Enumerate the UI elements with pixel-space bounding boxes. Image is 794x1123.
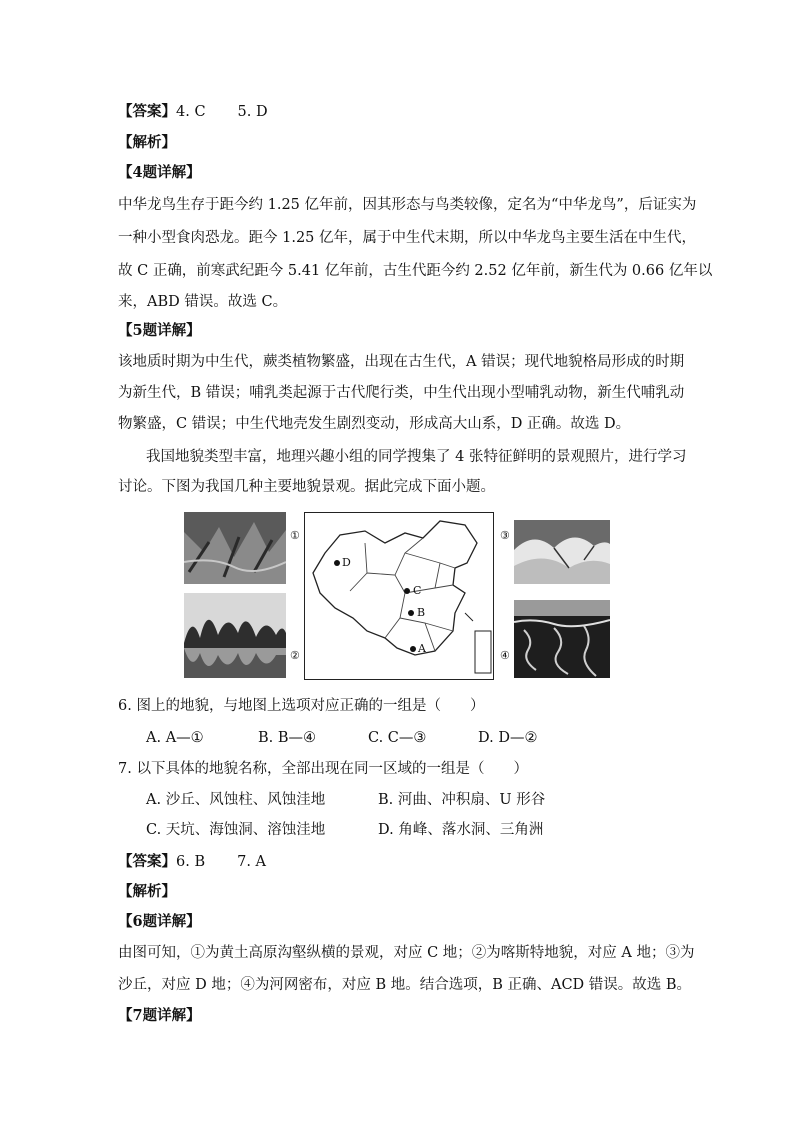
q6-stem: 6. 图上的地貌，与地图上选项对应正确的一组是（ ） bbox=[118, 698, 485, 714]
answer-4: 4. C bbox=[176, 104, 206, 120]
q4-heading: 【4题详解】 bbox=[118, 164, 201, 181]
q4-line: 来，ABD 错误。故选 C。 bbox=[118, 294, 288, 310]
answer-label: 【答案】 bbox=[118, 103, 176, 120]
answer-6: 6. B bbox=[176, 854, 206, 870]
china-map bbox=[304, 512, 494, 680]
q7-heading: 【7题详解】 bbox=[118, 1007, 201, 1024]
marker-four: ④ bbox=[500, 649, 510, 662]
q6-heading: 【6题详解】 bbox=[118, 913, 201, 930]
q6-option: C. C—③ bbox=[368, 730, 427, 746]
map-label-c: C bbox=[413, 584, 422, 597]
q6-explain-line: 由图可知，①为黄土高原沟壑纵横的景观，对应 C 地；②为喀斯特地貌，对应 A 地；③为 bbox=[118, 945, 695, 961]
answer-5: 5. D bbox=[237, 104, 268, 120]
answer-label: 【答案】 bbox=[118, 853, 176, 870]
q7-option: D. 角峰、落水洞、三角洲 bbox=[378, 822, 544, 838]
q4-line: 中华龙鸟生存于距今约 1.25 亿年前，因其形态与鸟类较像，定名为“中华龙鸟”，后证实为 bbox=[118, 197, 697, 213]
photo-loess-plateau bbox=[184, 512, 286, 584]
map-label-a: A bbox=[418, 642, 426, 655]
q7-option: C. 天坑、海蚀洞、溶蚀洼地 bbox=[146, 822, 326, 838]
marker-two: ② bbox=[290, 649, 300, 662]
landform-figure bbox=[184, 512, 610, 678]
q4-line: 故 C 正确，前寒武纪距今 5.41 亿年前，古生代距今约 2.52 亿年前，新生代为 0.66 亿年以 bbox=[118, 263, 713, 279]
q6-option: D. D—② bbox=[478, 730, 538, 746]
q5-heading: 【5题详解】 bbox=[118, 322, 201, 339]
q4-line: 一种小型食肉恐龙。距今 1.25 亿年，属于中生代末期，所以中华龙鸟主要生活在中生代， bbox=[118, 230, 696, 246]
intro-line: 讨论。下图为我国几种主要地貌景观。据此完成下面小题。 bbox=[118, 479, 495, 495]
intro-line: 我国地貌类型丰富，地理兴趣小组的同学搜集了 4 张特征鲜明的景观照片，进行学习 bbox=[146, 449, 687, 465]
q7-option: A. 沙丘、风蚀柱、风蚀洼地 bbox=[146, 792, 326, 808]
photo-karst bbox=[184, 593, 286, 678]
q7-option: B. 河曲、冲积扇、U 形谷 bbox=[378, 792, 546, 808]
marker-three: ③ bbox=[500, 529, 510, 542]
photo-sand-dunes bbox=[514, 520, 610, 584]
photo-river-network bbox=[514, 600, 610, 678]
analysis-heading-2: 【解析】 bbox=[118, 883, 176, 900]
answer-line-2 bbox=[118, 852, 266, 872]
map-label-d: D bbox=[342, 556, 351, 569]
answer-line-1 bbox=[118, 102, 268, 122]
q5-line: 为新生代，B 错误；哺乳类起源于古代爬行类，中生代出现小型哺乳动物，新生代哺乳动 bbox=[118, 385, 685, 401]
map-label-b: B bbox=[417, 606, 426, 619]
marker-one: ① bbox=[290, 529, 300, 542]
q6-explain-line: 沙丘，对应 D 地；④为河网密布，对应 B 地。结合选项，B 正确、ACD 错误。故选 B。 bbox=[118, 977, 692, 993]
q5-line: 该地质时期为中生代，蕨类植物繁盛，出现在古生代，A 错误；现代地貌格局形成的时期 bbox=[118, 354, 685, 370]
q7-stem: 7. 以下具体的地貌名称，全部出现在同一区域的一组是（ ） bbox=[118, 761, 528, 777]
answer-7: 7. A bbox=[237, 854, 267, 870]
q6-option: B. B—④ bbox=[258, 730, 317, 746]
q5-line: 物繁盛，C 错误；中生代地壳发生剧烈变动，形成高大山系，D 正确。故选 D。 bbox=[118, 416, 631, 432]
analysis-heading-1: 【解析】 bbox=[118, 134, 176, 151]
q6-option: A. A—① bbox=[146, 730, 204, 746]
